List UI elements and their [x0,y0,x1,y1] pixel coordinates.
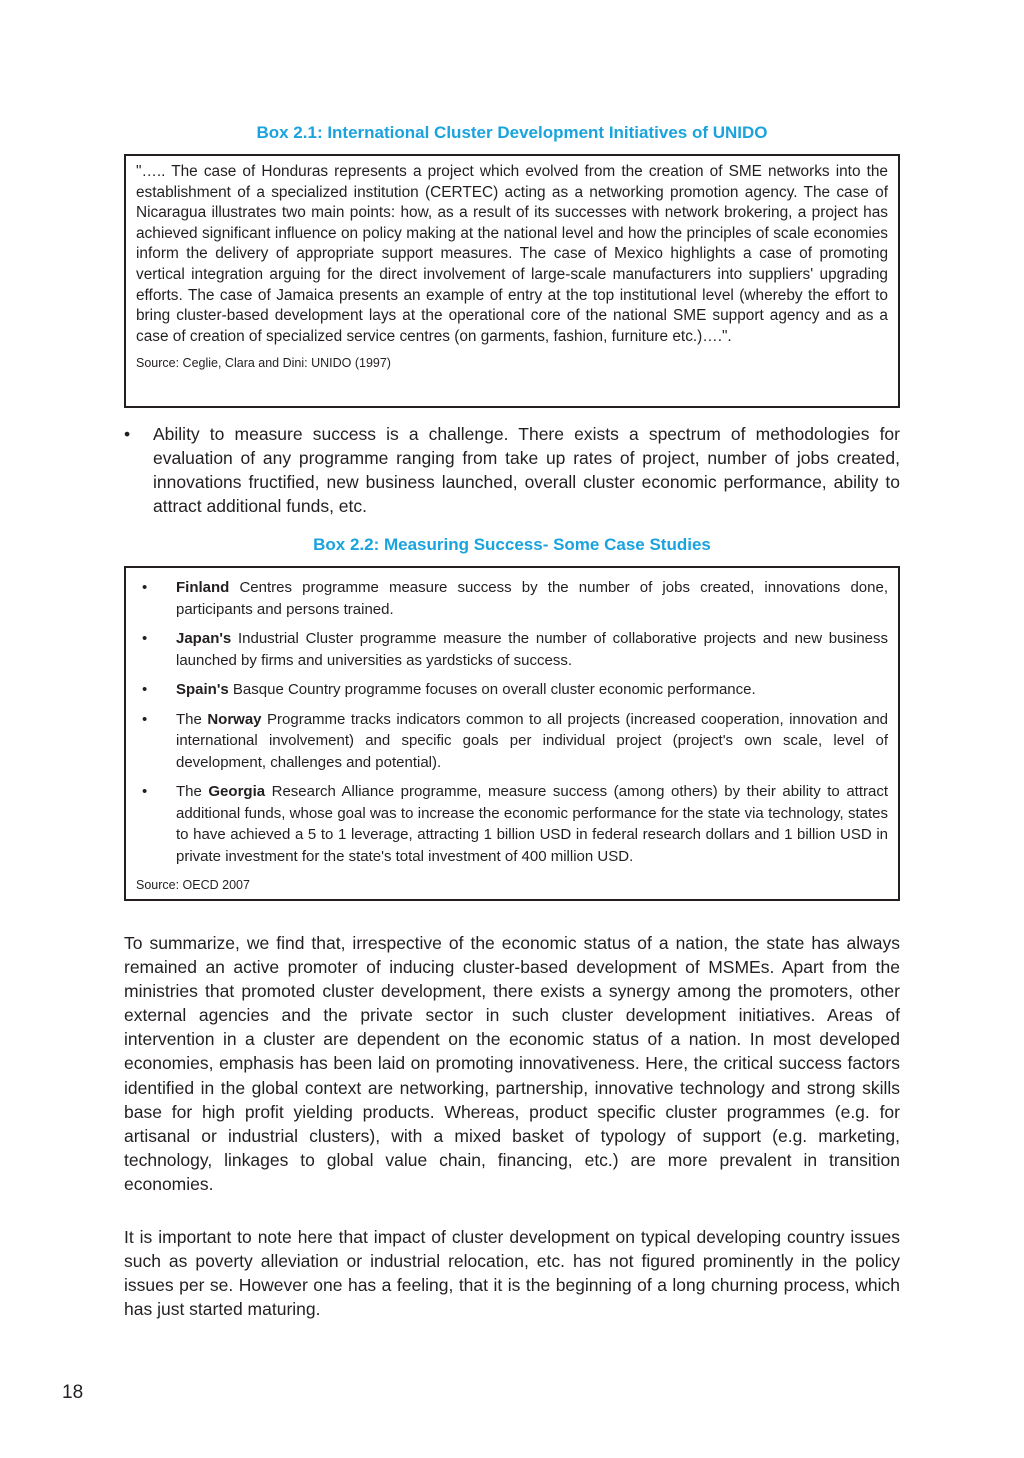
country-name: Spain's [176,681,229,698]
country-name: Georgia [208,783,266,800]
box-2-1-title: Box 2.1: International Cluster Development Initiatives of UNIDO [256,123,768,142]
page-number: 18 [62,1382,84,1403]
box-2-2-title: Box 2.2: Measuring Success- Some Case Studies [313,535,711,554]
case-study-item: • The Georgia Research Alliance programme, measure success (among others) by their ability to attract additional funds, whose goal was to increase the economic performance for the state via technology, states to have achieved a 5 to 1 leverage, attracting 1 billion USD in federal research dollars and 1 billion USD in private investment for the state's total investment of 400 million USD. [136,781,888,867]
case-study-item: • Japan's Industrial Cluster programme measure the number of collaborative projects and new business launched by firms and universities as yardsticks of success. [136,628,888,671]
box-2-1 [124,154,900,408]
case-study-item: • The Norway Programme tracks indicators common to all projects (increased cooperation, innovation and international involvement) and specific goals per individual project (project's own scale, level of development, challenges and potential). [136,709,888,774]
case-study-item: • Spain's Basque Country programme focuses on overall cluster economic performance. [136,679,888,701]
bullet-icon: • [124,424,131,444]
country-name: Japan's [176,630,232,647]
country-name: Finland [176,579,230,596]
success-bullet [124,422,900,518]
box-2-1-quote: "….. The case of Honduras represents a project which evolved from the creation of SME networks into the establishment of a specialized institution (CERTEC) acting as a networking promotion agency. The case of Nicaragua illustrates two main points: how, as a result of its successes with network brokering, a project has achieved significant influence on policy making at the national level and how the principles of scale economies inform the delivery of appropriate support measures. The case of Mexico highlights a case of promoting vertical integration arguing for the direct involvement of large-scale manufacturers into suppliers' upgrading efforts. The case of Jamaica presents an example of entry at the top institutional level (whereby the effort to bring cluster-based development lays at the operational core of the national SME support agency and as a case of creation of specialized service centres (on garments, fashion, furniture etc.)….". [136,163,888,345]
box-2-1-source: Source: Ceglie, Clara and Dini: UNIDO (1997) [136,356,391,371]
case-study-item: • Finland Centres programme measure success by the number of jobs created, innovations done, participants and persons trained. [136,577,888,620]
closing-paragraph: It is important to note here that impact of cluster development on typical developing country issues such as poverty alleviation or industrial relocation, etc. has not figured prominently in the policy issues per se. However one has a feeling, that it is the beginning of a long churning process, which has just started maturing. [124,1227,900,1320]
country-name: Norway [207,710,262,728]
case-study-list [136,577,888,867]
box-2-2-source: Source: OECD 2007 [136,878,250,892]
summary-paragraph: To summarize, we find that, irrespective of the economic status of a nation, the state has always remained an active promoter of inducing cluster-based development of MSMEs. Apart from the ministries that promoted cluster development, there exists a synergy among the promoters, other external agencies and the private sector in such cluster development initiatives. Areas of intervention in a cluster are dependent on the economic status of a nation. In most developed economies, emphasis has been laid on promoting innovativeness. Here, the critical success factors identified in the global context are networking, partnership, innovative technology and strong skills base for high profit yielding products. Whereas, product specific cluster programmes (e.g. for artisanal or industrial clusters), with a mixed basket of typology of support (e.g. marketing, technology, linkages to global value chain, financing, etc.) are more prevalent in transition economies. [124,933,900,1194]
box-2-2 [124,566,900,901]
success-bullet-text: Ability to measure success is a challenge. There exists a spectrum of methodologies for evaluation of any programme ranging from take up rates of project, number of jobs created, innovations fructified, new business launched, overall cluster economic performance, ability to attract additional funds, etc. [153,424,900,516]
